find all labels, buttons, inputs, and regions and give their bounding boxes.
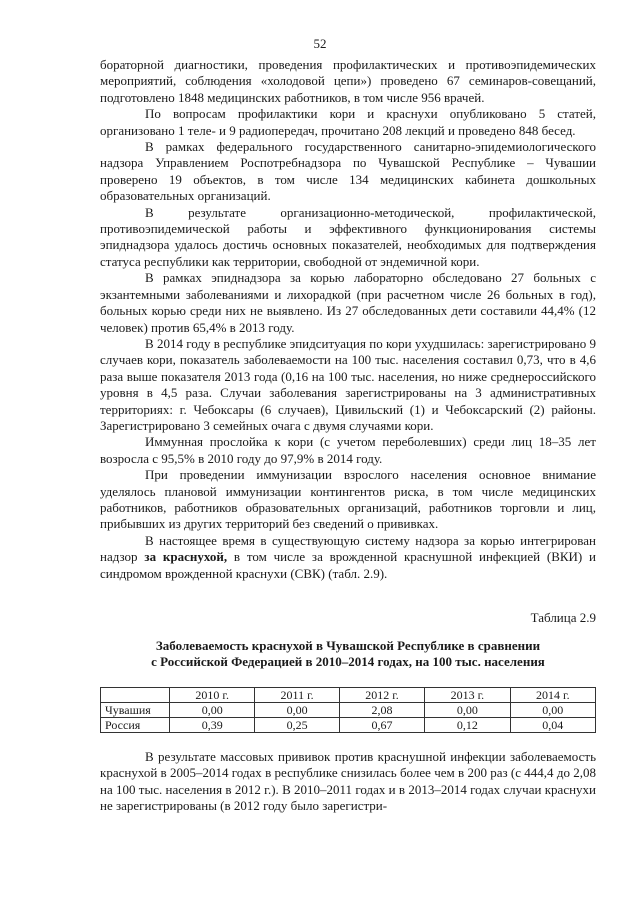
paragraph: В рамках эпиднадзора за корью лабораторно обследовано 27 больных с экзантемными заболеваниями и лихорадкой (при расчетном числе 26 больных в год), больных корью среди них не выявлено. Из 27 обследованных дети составили 44,4% (12 человек) против 65,4% в 2013 году.	[100, 270, 596, 335]
paragraph: В результате массовых прививок против краснушной инфекции заболеваемость краснухой в 2005–2014 годах в республике снизилась более чем в 200 раз (с 444,4 до 2,08 на 100 тыс. населения в 2012 г.). В 2010–2011 годах и в 2013–2014 годах случаи краснухи не зарегистрированы (в 2012 году было зарегистри-	[100, 749, 596, 814]
year-header: 2012 г.	[339, 688, 424, 703]
table-title-line: Заболеваемость краснухой в Чувашской Республике в сравнении	[155, 638, 541, 653]
value-cell: 2,08	[339, 703, 424, 718]
table-header-row	[101, 688, 596, 703]
paragraph-text: в том числе за врожденной краснушной инфекцией (ВКИ) и синдромом врожденной краснухи (СВК) (табл. 2.9).	[100, 549, 596, 581]
paragraph: Иммунная прослойка к кори (с учетом переболевших) среди лиц 18–35 лет возросла с 95,5% в 2010 году до 97,9% в 2014 году.	[100, 434, 596, 466]
paragraph: В рамках федерального государственного санитарно-эпидемиологического надзора Управлением Роспотребнадзора по Чувашской Республике – Чувашии проверено 19 объектов, в том числе 134 медицинских кабинета дошкольных образовательных организаций.	[100, 139, 596, 204]
table-row	[101, 718, 596, 733]
table-title	[100, 638, 596, 671]
value-cell: 0,00	[425, 703, 510, 718]
paragraph: бораторной диагностики, проведения профилактических и противоэпидемических мероприятий, соблюдения «холодовой цепи») проведено 67 семинаров-совещаний, подготовлено 1848 медицинских работников, в том числе 956 врачей.	[100, 57, 596, 105]
year-header: 2014 г.	[510, 688, 595, 703]
value-cell: 0,00	[510, 703, 595, 718]
year-header: 2013 г.	[425, 688, 510, 703]
value-cell: 0,25	[255, 718, 339, 733]
paragraph: По вопросам профилактики кори и краснухи опубликовано 5 статей, организовано 1 теле- и 9 радиопередач, прочитано 208 лекций и проведено 848 бесед.	[100, 106, 596, 138]
region-cell: Чувашия	[101, 703, 170, 718]
paragraph-rubella-surveillance	[100, 533, 596, 582]
value-cell: 0,39	[170, 718, 255, 733]
paragraph: В 2014 году в республике эпидситуация по кори ухудшилась: зарегистрировано 9 случаев кори, показатель заболеваемости на 100 тыс. населения составил 0,73, что в 4,6 раза выше показателя 2013 года (0,16 на 100 тыс. населения, но ниже среднероссийского уровня в 4,5 раза. Случаи заболевания зарегистрированы на 3 административных территориях: г. Чебоксары (6 случаев), Цивильский (1) и Чебоксарский (2) районы. Зарегистрировано 3 семейных очага с двумя случаями кори.	[100, 335, 596, 433]
paragraph: В результате организационно-методической, профилактической, противоэпидемической работы и эффективного функционирования системы эпиднадзора удалось достичь основных показателей, необходимых для подтверждения статуса республики как территории, свободной от эндемичной кори.	[100, 204, 596, 269]
paragraph-text: В настоящее время в существующую систему надзора за корью интегрирован надзор	[100, 532, 596, 565]
value-cell: 0,04	[510, 718, 595, 733]
rubella-incidence-table	[100, 687, 596, 733]
page-number: 52	[313, 36, 327, 51]
value-cell: 0,00	[170, 703, 255, 718]
value-cell: 0,67	[339, 718, 424, 733]
paragraph-bold-text: за краснухой,	[144, 549, 228, 565]
region-cell: Россия	[101, 718, 170, 733]
value-cell: 0,00	[255, 703, 339, 718]
year-header: 2010 г.	[170, 688, 255, 703]
table-row	[101, 703, 596, 718]
table-corner-cell	[101, 688, 170, 703]
paragraph: При проведении иммунизации взрослого населения основное внимание уделялось плановой иммунизации контингентов риска, в том числе медицинских работников, работников образовательных организаций, работников торговли и лиц, прибывших из других территорий без сведений о прививках.	[100, 467, 596, 532]
table-title-line: с Российской Федерацией в 2010–2014 годах, на 100 тыс. населения	[151, 654, 545, 670]
body-text	[100, 57, 596, 582]
table-label: Таблица 2.9	[530, 610, 596, 625]
value-cell: 0,12	[425, 718, 510, 733]
year-header: 2011 г.	[255, 688, 339, 703]
closing-text	[100, 749, 596, 815]
